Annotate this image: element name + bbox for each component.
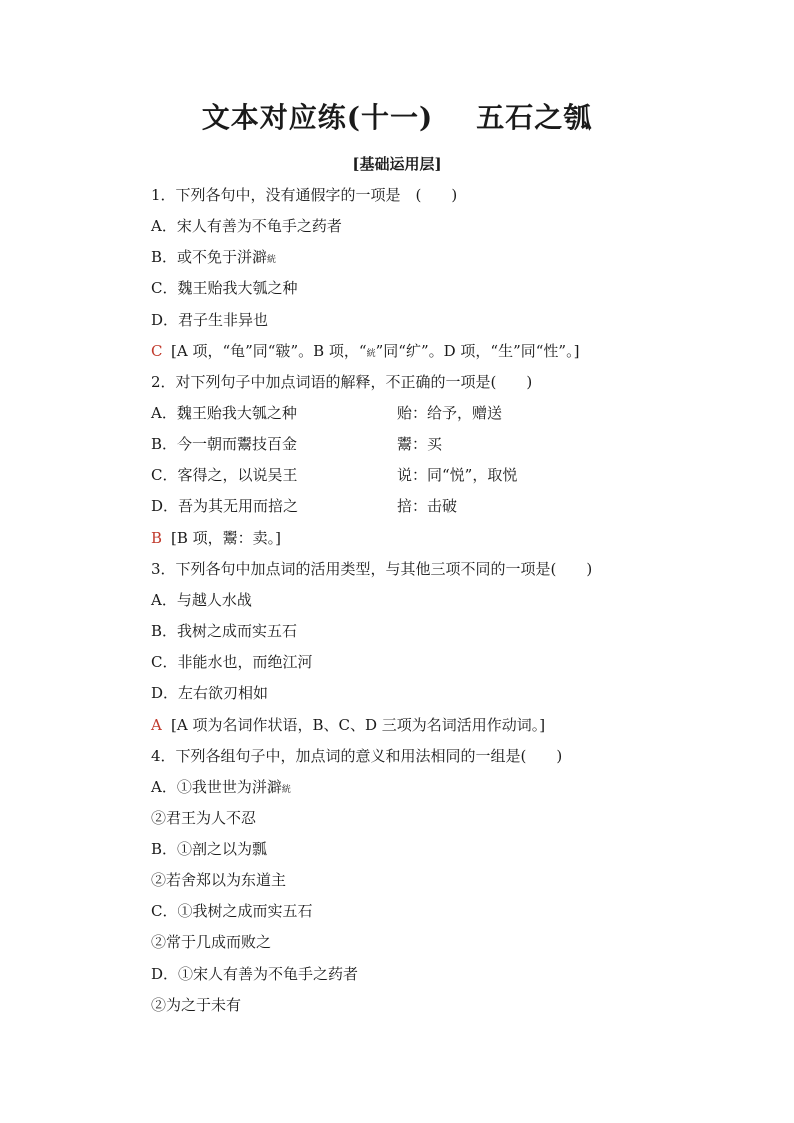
question-1-option-a: A．宋人有善为不龟手之药者	[151, 217, 342, 235]
page-title: 文本对应练(十一) 五石之瓠	[201, 101, 593, 134]
question-2-stem: 2．对下列句子中加点词语的解释，不正确的一项是( )	[151, 373, 533, 391]
question-2-option-c	[151, 465, 297, 485]
answer-letter: C	[151, 342, 163, 360]
question-4-option-d-1: D．①宋人有善为不龟手之药者	[151, 965, 359, 983]
question-3-answer	[151, 715, 545, 735]
option-sentence: A．魏王贻我大瓠之种	[151, 404, 297, 422]
question-2-option-b-gloss: 鬻：买	[397, 435, 443, 453]
question-3-stem: 3．下列各句中加点词的活用类型，与其他三项不同的一项是( )	[151, 560, 593, 578]
question-2-option-a-gloss: 贻：给予，赠送	[397, 404, 503, 422]
option-char: 絖	[281, 785, 291, 795]
question-4-option-b-2: ②若舍郑以为东道主	[151, 871, 287, 889]
option-sentence: C．客得之，以说吴王	[151, 466, 298, 484]
question-3-option-c: C．非能水也，而绝江河	[151, 653, 313, 671]
question-1-stem: 1．下列各句中，没有通假字的一项是 ( )	[151, 186, 458, 204]
question-4-option-c-1: C．①我树之成而实五石	[151, 902, 313, 920]
question-1-answer	[151, 341, 579, 364]
option-sentence: D．吾为其无用而掊之	[151, 497, 299, 515]
question-1-option-c: C．魏王贻我大瓠之种	[151, 279, 298, 297]
question-2-option-b	[151, 434, 297, 454]
answer-explanation: [B 项，鬻：卖。]	[171, 529, 281, 547]
question-4-option-a-2: ②君王为人不忍	[151, 809, 257, 827]
answer-explanation-part-1: [A 项，“龟”同“皲”。B 项，“	[171, 342, 367, 360]
option-text: A．①我世世为洴澼	[151, 778, 282, 796]
question-2-option-c-gloss: 说：同“悦”，取悦	[397, 466, 518, 484]
question-3-option-a: A．与越人水战	[151, 591, 252, 609]
question-1-option-d: D．君子生非异也	[151, 311, 269, 329]
question-2-option-d-gloss: 掊：击破	[397, 497, 458, 515]
answer-explanation: [A 项为名词作状语，B、C、D 三项为名词活用作动词。]	[171, 716, 546, 734]
answer-letter: B	[151, 529, 163, 547]
question-2-answer	[151, 528, 281, 548]
option-sentence: B．今一朝而鬻技百金	[151, 435, 298, 453]
question-4-stem: 4．下列各组句子中，加点词的意义和用法相同的一组是( )	[151, 747, 563, 765]
question-4-option-d-2: ②为之于未有	[151, 996, 242, 1014]
question-2-option-d	[151, 496, 298, 516]
question-4-option-b-1: B．①剖之以为瓢	[151, 840, 268, 858]
question-3-option-b: B．我树之成而实五石	[151, 622, 298, 640]
question-4-option-a-1	[151, 777, 291, 800]
answer-explanation-char: 絖	[366, 349, 376, 359]
question-4-option-c-2: ②常于几成而败之	[151, 933, 272, 951]
answer-explanation-part-2: ”同“纩”。D 项，“生”同“性”。]	[375, 342, 580, 360]
section-heading: [基础运用层]	[352, 155, 442, 173]
question-3-option-d: D．左右欲刃相如	[151, 684, 269, 702]
answer-letter: A	[151, 716, 162, 734]
question-1-option-b-char: 絖	[267, 255, 277, 265]
question-1-option-b	[151, 247, 276, 270]
question-1-option-b-text: B．或不免于洴澼	[151, 248, 268, 266]
question-2-option-a	[151, 403, 297, 423]
